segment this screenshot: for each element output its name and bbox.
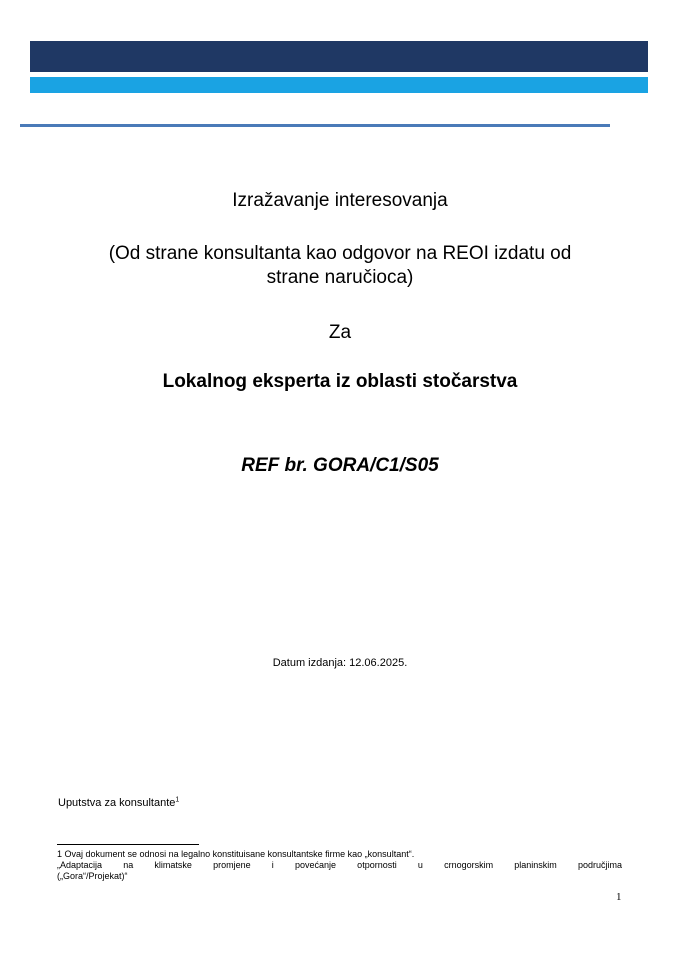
footnote-line-2: „Adaptacija na klimatske promjene i povećanje otpornosti u crnogorskim planinskim područjima [57, 860, 622, 870]
document-title: Izražavanje interesovanja [232, 190, 448, 211]
header-light-band [30, 77, 648, 93]
footnote-line-3: („Gora“/Projekat)“ [57, 871, 128, 881]
subtitle-line-1: (Od strane konsultanta kao odgovor na REOI izdatu od [108, 243, 572, 264]
instructions-heading [58, 797, 179, 809]
header-dark-band [30, 41, 648, 72]
expert-title: Lokalnog eksperta iz oblasti stočarstva [162, 371, 518, 392]
document-subtitle [40, 242, 640, 290]
footnote [57, 849, 622, 882]
instructions-text: Uputstva za konsultante [58, 797, 176, 809]
footnote-marker: 1 [175, 796, 180, 804]
for-label: Za [328, 322, 352, 343]
reference-number: REF br. GORA/C1/S05 [241, 455, 439, 476]
header-rule-line [20, 124, 610, 127]
footnote-separator [57, 844, 199, 845]
issue-date: Datum izdanja: 12.06.2025. [272, 657, 408, 669]
subtitle-line-2: strane naručioca) [266, 267, 414, 288]
page-number: 1 [616, 891, 622, 903]
footnote-line-1: 1 Ovaj dokument se odnosi na legalno konstituisane konsultantske firme kao „konsultant“. [57, 849, 415, 859]
